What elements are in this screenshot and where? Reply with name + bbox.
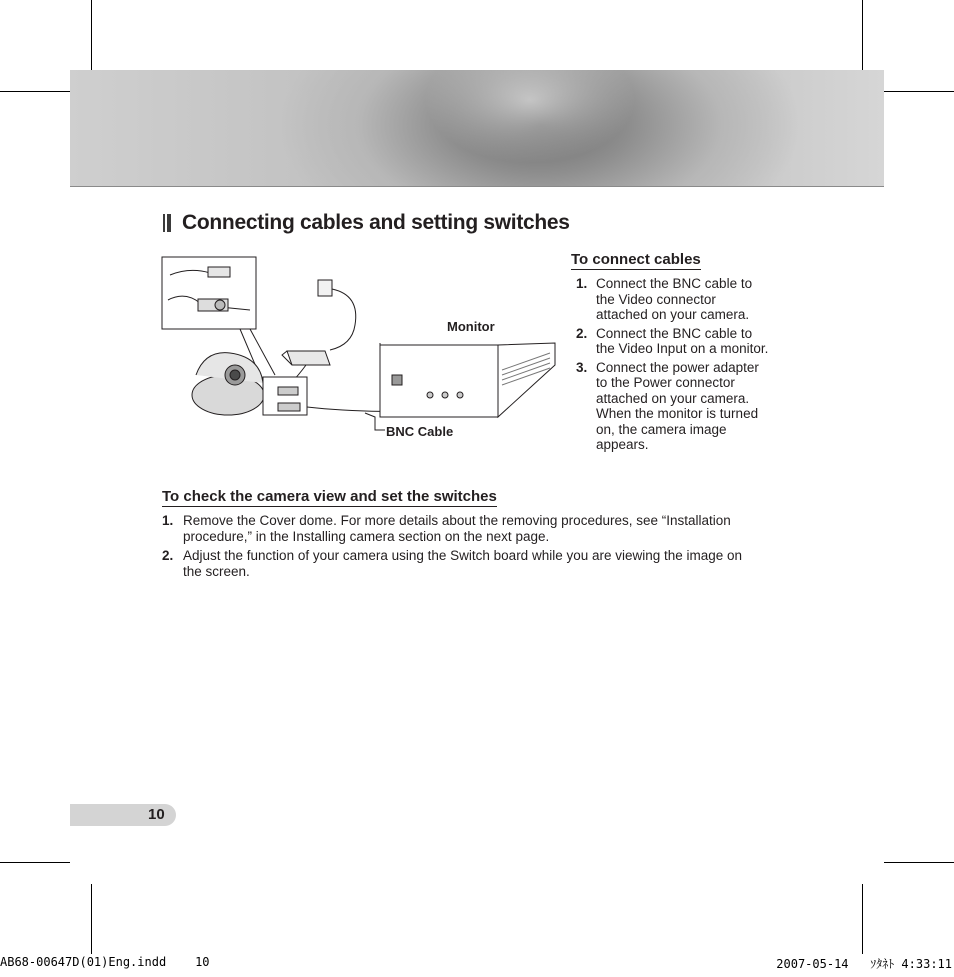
list-item bbox=[162, 513, 760, 544]
connection-diagram bbox=[160, 255, 560, 440]
step-text: Connect the power adapter to the Power connector attached on your camera. When the monitor is turned on, the camera image appears. bbox=[596, 359, 759, 452]
check-view-steps bbox=[162, 513, 760, 583]
crop-mark bbox=[91, 0, 92, 70]
list-item bbox=[571, 360, 771, 453]
footer-file-name: AB68-00647D(01)Eng.indd 10 bbox=[0, 955, 210, 969]
header-banner-image bbox=[70, 70, 884, 187]
connect-cables-steps bbox=[571, 276, 771, 456]
step-text: Connect the BNC cable to the Video Input on a monitor. bbox=[596, 325, 769, 356]
step-number: 1. bbox=[576, 276, 588, 291]
check-view-heading: To check the camera view and set the switches bbox=[162, 488, 497, 505]
footer-timestamp: 2007-05-14 ｿﾀﾈﾄ 4:33:11 bbox=[776, 957, 952, 971]
step-number: 1. bbox=[162, 513, 174, 528]
crop-mark bbox=[862, 0, 863, 70]
connection-diagram-illustration bbox=[160, 255, 560, 440]
crop-mark bbox=[862, 884, 863, 954]
list-item bbox=[571, 276, 771, 323]
crop-mark bbox=[0, 862, 70, 863]
step-number: 2. bbox=[576, 325, 588, 341]
section-title: Connecting cables and setting switches bbox=[182, 211, 570, 234]
connect-cables-heading: To connect cables bbox=[571, 251, 701, 268]
list-item bbox=[571, 326, 771, 357]
title-marker bbox=[163, 214, 171, 232]
step-text: Adjust the function of your camera using the Switch board while you are viewing the image on the screen. bbox=[183, 548, 743, 579]
monitor-label: Monitor bbox=[447, 319, 495, 334]
step-text: Remove the Cover dome. For more details about the removing procedures, see “Installation procedure,” in the Installing camera section on the next page. bbox=[183, 513, 731, 544]
step-text: Connect the BNC cable to the Video connector attached on your camera. bbox=[596, 276, 753, 322]
list-item bbox=[162, 548, 760, 579]
crop-mark bbox=[91, 884, 92, 954]
crop-mark bbox=[0, 91, 70, 92]
step-number: 2. bbox=[162, 548, 174, 563]
page-number: 10 bbox=[148, 806, 165, 823]
crop-mark bbox=[884, 91, 954, 92]
crop-mark bbox=[884, 862, 954, 863]
bnc-cable-label: BNC Cable bbox=[386, 424, 454, 439]
step-number: 3. bbox=[576, 359, 588, 375]
